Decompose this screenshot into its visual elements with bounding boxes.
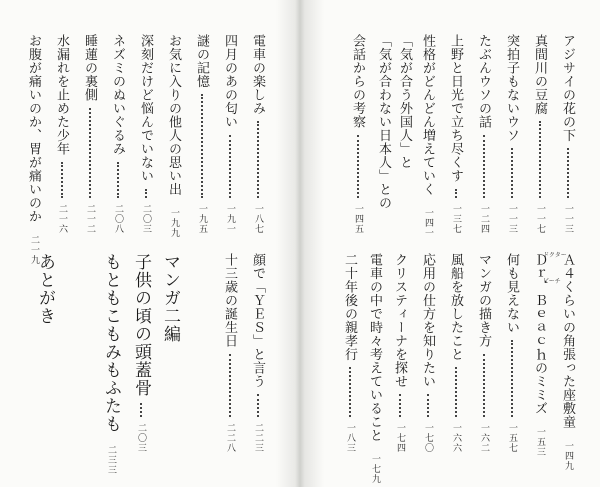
toc-title: 会話からの考察 xyxy=(350,34,365,129)
toc-title: マンガ二編 xyxy=(160,253,180,343)
toc-entry xyxy=(139,34,152,234)
toc-entry xyxy=(420,34,435,238)
toc-leader xyxy=(483,354,485,418)
toc-title: 真間川の豆腐 xyxy=(532,34,547,115)
toc-leader xyxy=(257,121,259,198)
toc-page-number: 一六六 xyxy=(451,423,461,453)
toc-entry xyxy=(421,253,434,453)
toc-title: 電車の楽しみ xyxy=(250,34,265,115)
toc-title: お腹が痛いのか、胃が痛いのか xyxy=(26,34,41,223)
toc-page-number: 二〇八 xyxy=(113,204,123,234)
toc-entry xyxy=(367,253,382,484)
toc-entry xyxy=(111,34,124,234)
toc-leader xyxy=(511,148,513,198)
toc-title: マンガの描き方 xyxy=(476,253,491,348)
toc-leader xyxy=(427,394,429,417)
toc-leader xyxy=(399,394,401,417)
toc-title: 顔で「ＹＥＳ」と言う xyxy=(250,253,265,388)
toc-page-number: 一三七 xyxy=(451,204,461,234)
toc-entry xyxy=(101,253,121,475)
toc-title: たぶんウソの話 xyxy=(476,34,491,129)
toc-page-number: 一一三 xyxy=(507,204,517,234)
toc-title: Ｄｒ．Ｂｅａｃｈのミミズ xyxy=(532,253,547,415)
toc-title: 性格がどんどん増えていく xyxy=(420,34,435,196)
toc-page-number: 一九五 xyxy=(197,204,207,234)
toc-page-number: 一五三 xyxy=(535,427,545,457)
toc-entry xyxy=(343,253,356,453)
toc-entry xyxy=(449,34,462,234)
toc-title: 子供の頃の頭蓋骨 xyxy=(131,253,151,397)
toc-title: アジサイの花の下 xyxy=(560,34,575,142)
toc-title: あとがき xyxy=(35,253,55,325)
toc-page-number: 一四九 xyxy=(563,440,573,471)
toc-page-number: 二一九 xyxy=(29,235,39,265)
toc-leader xyxy=(89,108,91,199)
toc-page-number: 一七九 xyxy=(370,454,380,484)
toc-leader xyxy=(357,135,359,199)
toc-leader xyxy=(140,403,142,417)
toc-leader xyxy=(61,162,63,199)
toc-page-number: 一七〇 xyxy=(423,423,433,453)
toc-title: 「気が合う外国人」と xyxy=(397,34,412,169)
toc-entry xyxy=(351,34,364,234)
toc-entry xyxy=(36,253,53,453)
toc-entry xyxy=(251,253,264,453)
toc-entry xyxy=(561,34,574,234)
toc-entry xyxy=(223,34,236,234)
toc-title: 睡蓮の裏側 xyxy=(82,34,97,102)
toc-title: Ａ４くらいの角張った座敷童 xyxy=(560,253,575,429)
toc-leader xyxy=(229,135,231,199)
toc-entry xyxy=(251,34,264,234)
toc-entry xyxy=(449,253,462,453)
ruby-annotation: ビーチ xyxy=(543,278,561,285)
toc-leader xyxy=(201,94,203,198)
toc-entry xyxy=(505,253,518,453)
toc-title: 「気が合わない日本人」との xyxy=(376,34,391,210)
toc-leader xyxy=(539,121,541,198)
toc-entry xyxy=(560,253,575,471)
toc-title: 水漏れを止めた少年 xyxy=(54,34,69,156)
toc-page-number: 一七四 xyxy=(395,423,405,453)
toc-page-number: 二〇三 xyxy=(136,423,146,453)
toc-title: クリスティーナを探せ xyxy=(392,253,407,388)
toc-title: もともこもみもふたも xyxy=(101,253,121,433)
toc-title: お気に入りの他人の思い出 xyxy=(166,34,181,196)
toc-page-number: 一八七 xyxy=(253,204,263,234)
toc-page-number: 一一七 xyxy=(535,204,545,234)
toc-entry xyxy=(26,34,41,265)
toc-page-number: 一四一 xyxy=(423,208,433,238)
toc-title: 四月のあの匂い xyxy=(222,34,237,129)
toc-leader xyxy=(349,367,351,417)
toc-page-number: 二〇三 xyxy=(141,204,151,234)
toc-entry xyxy=(398,34,411,234)
toc-title: 何も見えない xyxy=(504,253,519,334)
toc-title: 突拍子もないウソ xyxy=(504,34,519,142)
toc-entry xyxy=(55,34,68,234)
toc-leader xyxy=(257,394,259,417)
toc-leader xyxy=(455,189,457,199)
toc-page-number: 一五七 xyxy=(507,423,517,453)
toc-title: 深刻だけど悩んでいない xyxy=(138,34,153,183)
toc-entry xyxy=(132,253,149,453)
toc-leader xyxy=(229,354,231,418)
toc-entry xyxy=(477,253,490,453)
toc-leader xyxy=(145,189,147,199)
toc-entry xyxy=(393,253,406,453)
book-gutter xyxy=(276,0,324,487)
toc-page-number: 一二四 xyxy=(479,204,489,234)
toc-title: 上野と日光で立ち尽くす xyxy=(448,34,463,183)
toc-entry xyxy=(83,34,96,234)
toc-page-number: 一六二 xyxy=(479,423,489,453)
toc-entry xyxy=(161,253,178,453)
toc-leader xyxy=(511,340,513,417)
toc-entry xyxy=(195,34,208,234)
toc-entry xyxy=(477,34,490,234)
toc-title: 謎の記憶 xyxy=(194,34,209,88)
ruby-annotation: ドクター xyxy=(543,252,567,259)
toc-page-number: 一一三 xyxy=(563,204,573,234)
toc-title: 電車の中で時々考えていること xyxy=(367,253,382,442)
toc-page-number: 一九一 xyxy=(225,204,235,234)
toc-leader xyxy=(117,162,119,199)
toc-leader xyxy=(567,148,569,198)
toc-entry xyxy=(533,34,546,234)
toc-page-number: 二二八 xyxy=(225,423,235,453)
toc-page-number: 一八三 xyxy=(345,423,355,453)
toc-title: 二十年後の親孝行 xyxy=(342,253,357,361)
toc-entry xyxy=(223,253,236,453)
toc-page-number: 一四五 xyxy=(353,204,363,234)
toc-leader xyxy=(455,367,457,417)
toc-page-number: 二一二 xyxy=(85,204,95,234)
toc-entry xyxy=(505,34,518,234)
toc-title: 風船を放したこと xyxy=(448,253,463,361)
toc-page-number: 二二三 xyxy=(253,423,263,453)
toc-entry xyxy=(166,34,181,238)
toc-title: 十三歳の誕生日 xyxy=(222,253,237,348)
toc-page-number: 二一六 xyxy=(57,204,67,234)
toc-leader xyxy=(483,135,485,199)
toc-page-number: 二三三 xyxy=(106,445,116,475)
toc-title: ネズミのぬいぐるみ xyxy=(110,34,125,156)
toc-entry xyxy=(377,34,390,234)
toc-page-number: 一九九 xyxy=(169,208,179,238)
toc-title: 応用の仕方を知りたい xyxy=(420,253,435,388)
